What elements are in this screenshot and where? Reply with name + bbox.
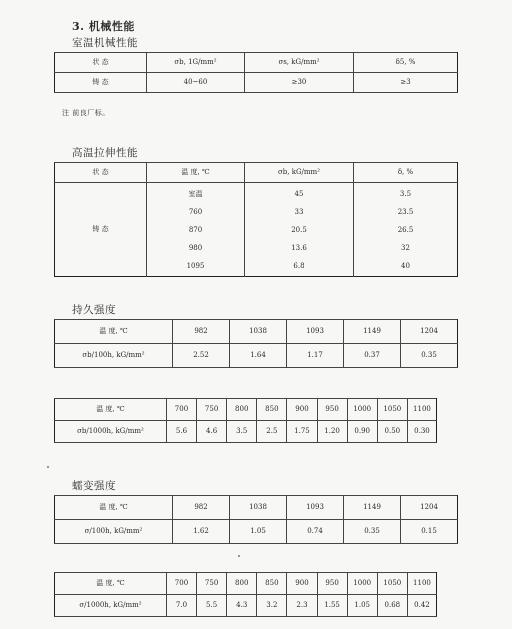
- table-cell: 0.37: [344, 344, 401, 368]
- stress-rupture-table-2: [54, 398, 437, 443]
- table-cell: 1.75: [287, 421, 317, 443]
- table-row: [55, 320, 458, 344]
- table-cell: 800: [227, 573, 257, 595]
- table-title-high-temp: 高温拉伸性能: [72, 147, 138, 159]
- table-cell: 800: [227, 399, 257, 421]
- table-cell: 982: [173, 496, 230, 520]
- row-label: 温 度, ℃: [55, 399, 167, 421]
- table-cell: 2.52: [173, 344, 230, 368]
- table-cell: 1.17: [287, 344, 344, 368]
- table-cell: 2.5: [257, 421, 287, 443]
- table-cell: 3.5: [227, 421, 257, 443]
- table-cell: 850: [257, 399, 287, 421]
- table-cell: 0.90: [347, 421, 377, 443]
- table-cell: 0.74: [287, 520, 344, 544]
- row-label: σ/100h, kG/mm²: [55, 520, 173, 544]
- table-cell: 700: [166, 399, 196, 421]
- row-label: 温 度, ℃: [55, 496, 173, 520]
- table-cell: 1204: [401, 320, 458, 344]
- creep-table-2: [54, 572, 437, 617]
- state-cell: 铸 态: [55, 183, 147, 277]
- table-cell: 4.3: [227, 595, 257, 617]
- table-row: [55, 73, 458, 93]
- table-cell: 5.6: [166, 421, 196, 443]
- header-cell: σs, kG/mm²: [245, 53, 354, 73]
- table-row: [55, 496, 458, 520]
- table-cell: 900: [287, 399, 317, 421]
- room-temp-table: [54, 52, 458, 93]
- table-cell: 40~60: [147, 73, 245, 93]
- table-cell: 900: [287, 573, 317, 595]
- table-row: [55, 595, 437, 617]
- table-cell: 1038: [230, 496, 287, 520]
- table-cell: 1050: [377, 399, 407, 421]
- row-label: σb/100h, kG/mm²: [55, 344, 173, 368]
- stress-rupture-table-1: [54, 319, 458, 368]
- table-cell: 1093: [287, 496, 344, 520]
- footnote: 注 前良厂标。: [62, 109, 110, 117]
- table-cell: ≥3: [354, 73, 458, 93]
- header-cell: 状 态: [55, 163, 147, 183]
- table-cell: 2.3: [287, 595, 317, 617]
- table-cell: 5.5: [197, 595, 227, 617]
- table-cell: 0.50: [377, 421, 407, 443]
- table-cell: 1149: [344, 496, 401, 520]
- header-cell: 温 度, ℃: [147, 163, 245, 183]
- table-header-row: [55, 163, 458, 183]
- table-cell: 0.42: [407, 595, 436, 617]
- table-row: [55, 520, 458, 544]
- row-label: σ/1000h, kG/mm²: [55, 595, 167, 617]
- table-cell: 1.62: [173, 520, 230, 544]
- table-row: [55, 399, 437, 421]
- table-cell: 0.68: [377, 595, 407, 617]
- creep-table-1: [54, 495, 458, 544]
- header-cell: δ5, %: [354, 53, 458, 73]
- table-cell: 0.15: [401, 520, 458, 544]
- table-cell: 750: [197, 573, 227, 595]
- row-label: σb/1000h, kG/mm²: [55, 421, 167, 443]
- table-cell: 982: [173, 320, 230, 344]
- table-cell: 950: [317, 399, 347, 421]
- table-cell: 4.6: [197, 421, 227, 443]
- table-cell: 0.35: [344, 520, 401, 544]
- table-cell: 1.05: [230, 520, 287, 544]
- scan-speck: [47, 466, 49, 468]
- table-cell: ≥30: [245, 73, 354, 93]
- high-temp-table: [54, 162, 458, 277]
- table-cell: 1.20: [317, 421, 347, 443]
- table-row: [55, 421, 437, 443]
- header-cell: 状 态: [55, 53, 147, 73]
- table-title-creep: 蠕变强度: [72, 480, 116, 492]
- table-title-room-temp: 室温机械性能: [72, 37, 138, 49]
- table-cell: 1204: [401, 496, 458, 520]
- table-cell: 1050: [377, 573, 407, 595]
- table-cell: 750: [197, 399, 227, 421]
- table-cell: 1038: [230, 320, 287, 344]
- table-cell: 1.55: [317, 595, 347, 617]
- table-cell: 1100: [407, 573, 436, 595]
- table-cell: 850: [257, 573, 287, 595]
- scan-speck: [238, 555, 240, 557]
- table-header-row: [55, 53, 458, 73]
- strength-column: 45 33 20.5 13.6 6.8: [245, 183, 354, 277]
- table-cell: 0.30: [407, 421, 436, 443]
- table-cell: 700: [166, 573, 196, 595]
- table-cell: 7.0: [166, 595, 196, 617]
- table-cell: 1.05: [347, 595, 377, 617]
- table-cell: 3.2: [257, 595, 287, 617]
- header-cell: σb, 1G/mm²: [147, 53, 245, 73]
- table-cell: 1100: [407, 399, 436, 421]
- table-cell: 1.64: [230, 344, 287, 368]
- table-cell: 1000: [347, 573, 377, 595]
- table-title-stress-rupture: 持久强度: [72, 304, 116, 316]
- table-row: [55, 183, 458, 277]
- temperature-column: 室温 760 870 980 1095: [147, 183, 245, 277]
- row-label: 温 度, ℃: [55, 320, 173, 344]
- header-cell: σb, kG/mm²: [245, 163, 354, 183]
- section-heading: 3. 机械性能: [72, 20, 135, 33]
- table-row: [55, 573, 437, 595]
- table-cell: 950: [317, 573, 347, 595]
- table-cell: 1093: [287, 320, 344, 344]
- table-cell: 铸 态: [55, 73, 147, 93]
- header-cell: δ, %: [354, 163, 458, 183]
- elongation-column: 3.5 23.5 26.5 32 40: [354, 183, 458, 277]
- table-cell: 0.35: [401, 344, 458, 368]
- table-cell: 1149: [344, 320, 401, 344]
- table-cell: 1000: [347, 399, 377, 421]
- table-row: [55, 344, 458, 368]
- row-label: 温 度, ℃: [55, 573, 167, 595]
